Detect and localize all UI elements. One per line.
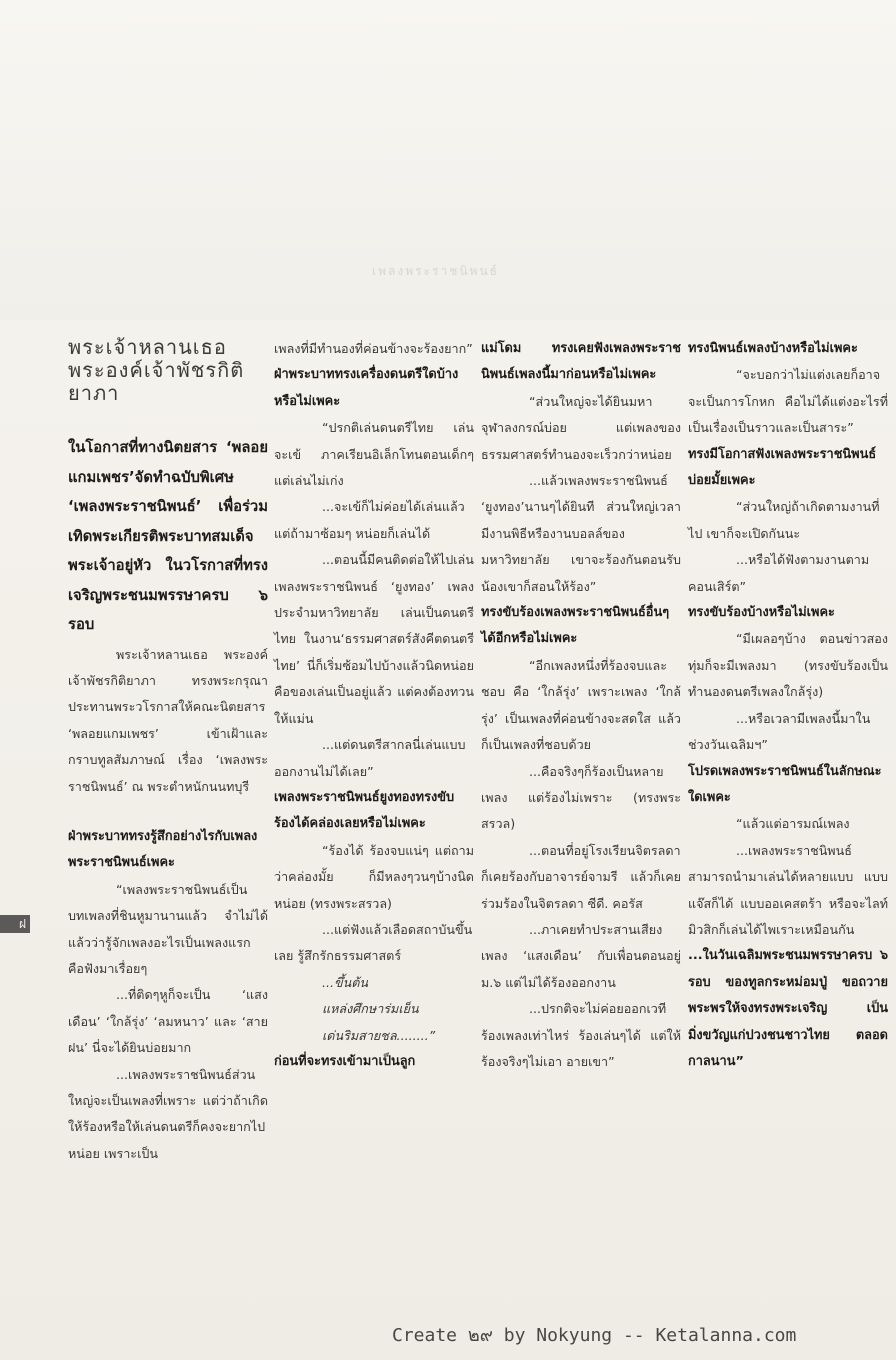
column-3 <box>481 336 681 1075</box>
article-intro: ในโอกาสที่ทางนิตยสาร ‘พลอยแกมเพชร’จัดทำฉบับพิเศษ ‘เพลงพระราชนิพนธ์’ เพื่อร่วมเทิดพระเกียรติพระบาทสมเด็จพระเจ้าอยู่หัว ในวโรกาสที่ทรงเจริญพระชนมพรรษาครบ ๖ รอบ <box>68 439 268 633</box>
lyric-line: แหล่งศึกษาร่มเย็น <box>322 1001 419 1017</box>
paragraph: ...ตอนนี้มีคนติดต่อให้ไปเล่นเพลงพระราชนิพนธ์ ‘ยูงทอง’ เพลงประจำมหาวิทยาลัย เล่นเป็นดนตรีไทย ในงาน‘ธรรมศาสตร์สังคีตดนตรีไทย’ นี่ก็เริ่มซ้อมไปบ้างแล้วนิดหน่อย คือของเล่นเป็นอยู่แล้ว แต่คงต้องทวนให้แม่น <box>274 552 474 726</box>
column-4 <box>688 336 888 1075</box>
question-heading: ...ในวันเฉลิมพระชนมพรรษาครบ ๖ รอบ ของทูลกระหม่อมปู่ ขอถวายพระพรให้จงทรงพระเจริญ เป็นมิ่งขวัญแก่ปวงชนชาวไทย ตลอดกาลนาน” <box>688 948 888 1069</box>
question-heading: แม่โดม ทรงเคยฟังเพลงพระราชนิพนธ์เพลงนี้มาก่อนหรือไม่เพคะ <box>481 341 681 383</box>
paragraph: ...คือจริงๆก็ร้องเป็นหลายเพลง แต่ร้องไม่เพราะ (ทรงพระสรวล) <box>481 763 681 832</box>
paragraph: ...จะเข้ก็ไม่ค่อยได้เล่นแล้ว แต่ถ้ามาซ้อมๆ หน่อยก็เล่นได้ <box>274 499 465 541</box>
article-lead: พระเจ้าหลานเธอ พระองค์เจ้าพัชรกิติยาภา ทรงพระกรุณาประทานพระวโรกาสให้คณะนิตยสาร ‘พลอยแกมเพชร’ เข้าเฝ้าและกราบทูลสัมภาษณ์ เรื่อง ‘เพลงพระราชนิพนธ์’ ณ พระตำหนักนนทบุรี <box>68 646 268 794</box>
paragraph: ...ปรกติจะไม่ค่อยออกเวทีร้องเพลงเท่าไหร่ ร้องเล่นๆได้ แต่ให้ร้องจริงๆไม่เอา อายเขา” <box>481 1001 681 1069</box>
paragraph: “จะบอกว่าไม่แต่งเลยก็อาจจะเป็นการโกหก คือไม่ได้แต่งอะไรที่เป็นเรื่องเป็นราวและเป็นสาระ” <box>688 367 888 436</box>
paragraph: ...เพลงพระราชนิพนธ์ส่วนใหญ่จะเป็นเพลงที่เพราะ แต่ว่าถ้าเกิดให้ร้องหรือให้เล่นดนตรีก็คงจะยากไปหน่อย เพราะเป็น <box>68 1066 268 1161</box>
column-4-body <box>688 336 888 1075</box>
paragraph: ...แต่ฟังแล้วเลือดสถาบันขึ้นเลย รู้สึกรักธรรมศาสตร์ <box>274 921 473 964</box>
question-heading: เพลงพระราชนิพนธ์ยูงทองทรงขับร้องได้คล่องเลยหรือไม่เพคะ <box>274 789 455 832</box>
bleed-through-text: เพลงพระราชนิพนธ์ <box>372 264 499 278</box>
footer-credit: Create ๒๙ by Nokyung -- Ketalanna.com <box>392 1325 797 1346</box>
question-heading: ทรงมีโอกาสฟังเพลงพระราชนิพนธ์บ่อยมั้ยเพคะ <box>688 446 877 489</box>
question-heading: โปรดเพลงพระราชนิพนธ์ในลักษณะใดเพคะ <box>688 763 882 805</box>
question-heading: ทรงขับร้องบ้างหรือไม่เพคะ <box>688 605 835 621</box>
paragraph: “ส่วนใหญ่ถ้าเกิดตามงานที่ไป เขาก็จะเปิดกันนะ <box>688 499 880 541</box>
paragraph: “ร้องได้ ร้องจบแน่ๆ แต่ถามว่าคล่องมั้ย ก็มีหลงๆวนๆบ้างนิดหน่อย (ทรงพระสรวล) <box>274 842 474 911</box>
lyric-line: ...ขึ้นต้น <box>322 974 369 990</box>
paragraph: ...เพลงพระราชนิพนธ์สามารถนำมาเล่นได้หลายแบบ แบบแจ๊สก็ได้ แบบออเคสตร้า หรือจะไลท์มิวสิกก็เล่นได้ไพเราะเหมือนกัน <box>688 842 888 937</box>
paragraph-continued: เพลงที่มีทำนองที่ค่อนข้างจะร้องยาก” <box>274 341 473 356</box>
question-heading: ก่อนที่จะทรงเข้ามาเป็นลูก <box>274 1053 416 1069</box>
question-heading: ทรงขับร้องเพลงพระราชนิพนธ์อื่นๆได้อีกหรือไม่เพคะ <box>481 605 670 647</box>
paragraph: ...แต่ดนตรีสากลนี่เล่นแบบออกงานไม่ได้เลย” <box>274 737 466 779</box>
question-heading: ฝ่าพระบาททรงรู้สึกอย่างไรกับเพลงพระราชนิพนธ์เพคะ <box>68 828 258 871</box>
paragraph: “ส่วนใหญ่จะได้ยินมหาจุฬาลงกรณ์บ่อย แต่เพลงของธรรมศาสตร์ทำนองจะเร็วกว่าหน่อย <box>481 393 681 462</box>
paragraph: “อีกเพลงหนึ่งที่ร้องจบและชอบ คือ ‘ใกล้รุ่ง’ เพราะเพลง ‘ใกล้รุ่ง’ เป็นเพลงที่ค่อนข้างจะสดใส แล้วก็เป็นเพลงที่ชอบด้วย <box>481 657 681 753</box>
paragraph: ...ตอนที่อยู่โรงเรียนจิตรลดาก็เคยร้องกับอาจารย์จามรี แล้วก็เคยร่วมร้องในจิตรลดา ซีดี. คอรัส <box>481 842 681 911</box>
paragraph: ...หรือเวลามีเพลงนี้มาในช่วงวันเฉลิมฯ” <box>688 710 871 753</box>
question-heading: ทรงนิพนธ์เพลงบ้างหรือไม่เพคะ <box>688 341 858 356</box>
article-title: พระเจ้าหลานเธอ พระองค์เจ้าพัชรกิติยาภา <box>68 335 245 405</box>
paragraph: “ปรกติเล่นดนตรีไทย เล่นจะเข้ ภาคเรียนอิเล็กโทนตอนเด็กๆ แต่เล่นไม่เก่ง <box>274 420 474 489</box>
paragraph: ...ภาเคยทำประสานเสียงเพลง ‘แสงเดือน’ กับเพื่อนตอนอยู่ ม.๖ แต่ไม่ได้ร้องออกงาน <box>481 921 681 990</box>
paragraph: ...หรือได้ฟังตามงานตามคอนเสิร์ต” <box>688 552 870 594</box>
question-heading: ฝ่าพระบาททรงเครื่องดนตรีใดบ้างหรือไม่เพคะ <box>274 367 459 409</box>
column-3-body <box>481 336 681 1075</box>
lyric-line: เด่นริมสายชล........” <box>322 1027 436 1043</box>
column-2 <box>274 336 474 1075</box>
paragraph: “เพลงพระราชนิพนธ์เป็นบทเพลงที่ชินหูมานานแล้ว จำไม่ได้แล้วว่ารู้จักเพลงอะไรเป็นเพลงแรก คือฟังมาเรื่อยๆ <box>68 881 268 976</box>
section-gap <box>68 800 268 824</box>
paragraph: ...ที่ติดๆหูก็จะเป็น ‘แสงเดือน’ ‘ใกล้รุ่ง’ ‘ลมหนาว’ และ ‘สายฝน’ นี่จะได้ยินบ่อยมาก <box>68 987 268 1056</box>
paragraph: “มีเผลอๆบ้าง ตอนข่าวสองทุ่มก็จะมีเพลงมา (ทรงขับร้องเป็นทำนองดนตรีเพลงใกล้รุ่ง) <box>688 631 888 700</box>
column-1-body <box>68 824 268 1167</box>
paragraph: “แล้วแต่อารมณ์เพลง <box>736 816 850 832</box>
section-tab: ฝ <box>0 915 30 933</box>
column-2-body <box>274 336 474 1075</box>
paragraph: ...แล้วเพลงพระราชนิพนธ์ ‘ยูงทอง’นานๆได้ยินที ส่วนใหญ่เวลามีงานพิธีหรืองานบอลล์ของมหาวิทยาลัย เขาจะร้องกันตอนรับน้องเขาก็สอนให้ร้อง” <box>481 473 681 594</box>
column-1 <box>68 336 268 1167</box>
